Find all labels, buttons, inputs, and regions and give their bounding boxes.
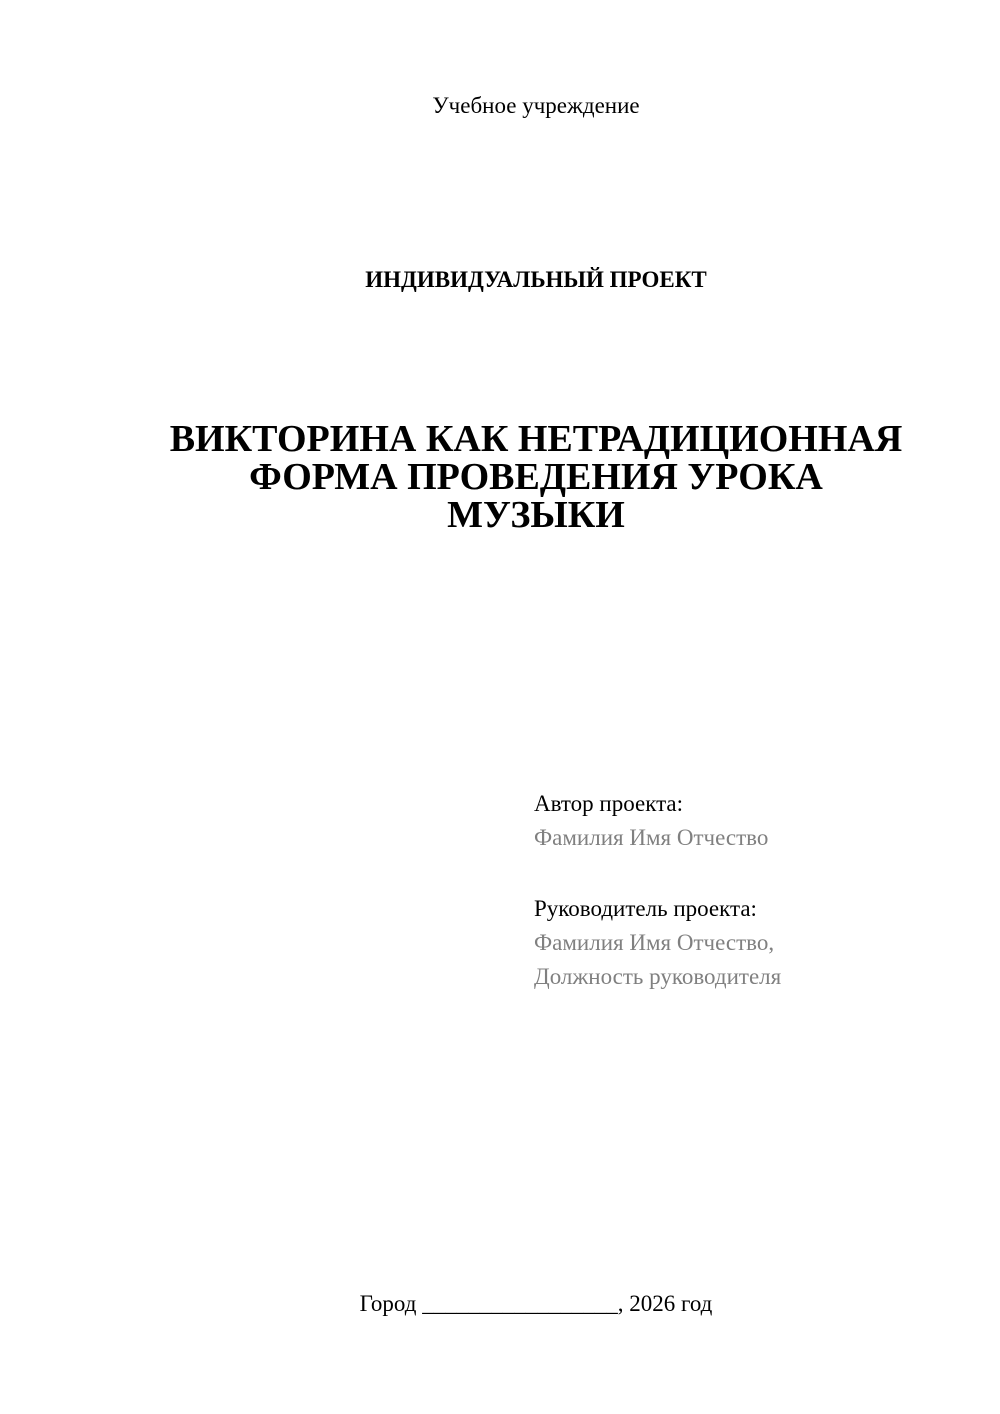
supervisor-label: Руководитель проекта: [534,896,757,921]
author-label: Автор проекта: [534,791,683,816]
supervisor-position: Должность руководителя [534,964,782,989]
project-title-line: ФОРМА ПРОВЕДЕНИЯ УРОКА [249,456,823,498]
project-title-line: ВИКТОРИНА КАК НЕТРАДИЦИОННАЯ [169,418,903,460]
supervisor-name: Фамилия Имя Отчество, [534,930,775,955]
institution-name: Учебное учреждение [432,93,640,118]
credits-spacer [534,855,974,892]
project-title-line: МУЗЫКИ [447,494,625,536]
project-type-heading: ИНДИВИДУАЛЬНЫЙ ПРОЕКТ [365,267,707,292]
author-name: Фамилия Имя Отчество [534,825,769,850]
city-year-footer: Город _________________, 2026 год [359,1291,713,1316]
project-credits [534,787,974,994]
project-title [0,420,1000,534]
